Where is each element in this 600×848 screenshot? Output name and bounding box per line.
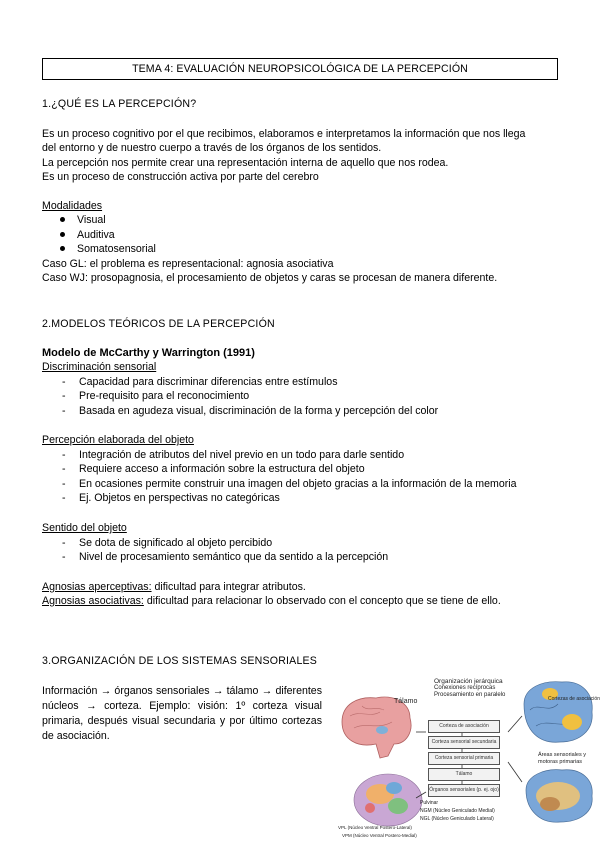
title-text: TEMA 4: EVALUACIÓN NEUROPSICOLÓGICA DE LA PERCEPCIÓN: [132, 63, 468, 75]
agnosia-aperceptiva: Agnosias aperceptivas: dificultad para integrar atributos.: [42, 581, 306, 593]
figure-box: Corteza de asociación: [428, 720, 500, 733]
vpl-label: VPL (Núcleo Ventral Postero-Lateral): [338, 825, 412, 830]
disc-label: Discriminación sensorial: [42, 361, 157, 373]
list-item: - Nivel de procesamiento semántico que da sentido a la percepción: [62, 551, 389, 563]
org-title: Organización jerárquica: [434, 678, 503, 685]
areas-label: motoras primarias: [538, 759, 583, 765]
section1-para-line: Es un proceso cognitivo por el que recibimos, elaboramos e interpretamos la información que nos llega: [42, 128, 526, 140]
page-title: [42, 58, 558, 80]
list-item: Somatosensorial: [60, 242, 156, 256]
figure-box: Corteza sensorial primaria: [428, 752, 500, 765]
section2-heading: 2.MODELOS TEÓRICOS DE LA PERCEPCIÓN: [42, 318, 275, 330]
section3-heading: 3.ORGANIZACIÓN DE LOS SISTEMAS SENSORIALES: [42, 655, 318, 667]
bullet-icon: [60, 246, 65, 251]
org-subtitle: Conexiones recíprocas: [434, 685, 496, 691]
figure-box: Corteza sensorial secundaria: [428, 736, 500, 749]
org-subtitle: Procesamiento en paralelo: [434, 692, 506, 698]
vpm-label: VPM (Núcleo Ventral Postero-Medial): [342, 833, 417, 838]
perc-label: Percepción elaborada del objeto: [42, 434, 194, 446]
list-item: - Pre-requisito para el reconocimiento: [62, 390, 250, 402]
ngl-label: NGL (Núcleo Geniculado Lateral): [420, 816, 494, 822]
list-item: - Basada en agudeza visual, discriminación de la forma y percepción del color: [62, 405, 439, 417]
figure-box: Órganos sensoriales (p. ej. ojo): [428, 784, 500, 797]
list-item: - En ocasiones permite construir una imagen del objeto gracias a la información de la memoria: [62, 478, 517, 490]
section3-paragraph: Información → órganos sensoriales → tálamo → diferentes núcleos → corteza. Ejemplo: visión: 1º corteza visual primaria, después visual secundaria y por último cortezas de asociación.: [42, 685, 322, 742]
list-item: - Se dota de significado al objeto percibido: [62, 537, 273, 549]
model-title: Modelo de McCarthy y Warrington (1991): [42, 347, 255, 359]
list-item: - Integración de atributos del nivel previo en un todo para darle sentido: [62, 449, 405, 461]
talamo-label: Tálamo: [394, 698, 418, 705]
areas-label: Áreas sensoriales y: [538, 752, 586, 758]
caso-gl: Caso GL: el problema es representacional: agnosia asociativa: [42, 258, 334, 270]
section1-heading: 1.¿QUÉ ES LA PERCEPCIÓN?: [42, 98, 197, 110]
agnosia-asociativa: Agnosias asociativas: dificultad para relacionar lo observado con el concepto que se tiene de ello.: [42, 595, 501, 607]
section1-para-line: Es un proceso de construcción activa por parte del cerebro: [42, 171, 319, 183]
cortex-assoc-label: Cortezas de asociación: [548, 696, 600, 702]
list-item: - Requiere acceso a información sobre la estructura del objeto: [62, 463, 365, 475]
bullet-icon: [60, 217, 65, 222]
list-item: - Ej. Objetos en perspectivas no categóricas: [62, 492, 280, 504]
list-item: Auditiva: [60, 228, 115, 242]
section1-para-line: La percepción nos permite crear una representación interna de aquello que nos rodea.: [42, 157, 449, 169]
sent-label: Sentido del objeto: [42, 522, 127, 534]
caso-wj: Caso WJ: prosopagnosia, el procesamiento de objetos y caras se procesan de manera diferente.: [42, 272, 498, 284]
figure-box: Tálamo: [428, 768, 500, 781]
list-item: Visual: [60, 213, 106, 227]
section1-para-line: del entorno y de nuestro cuerpo a través de los órganos de los sentidos.: [42, 142, 382, 154]
pulvinar-label: Pulvinar: [420, 800, 439, 806]
sensory-organization-figure: [336, 672, 598, 842]
list-item: - Capacidad para discriminar diferencias entre estímulos: [62, 376, 338, 388]
bullet-icon: [60, 232, 65, 237]
modalidades-label: Modalidades: [42, 200, 103, 212]
ngm-label: NGM (Núcleo Geniculado Medial): [420, 808, 495, 814]
